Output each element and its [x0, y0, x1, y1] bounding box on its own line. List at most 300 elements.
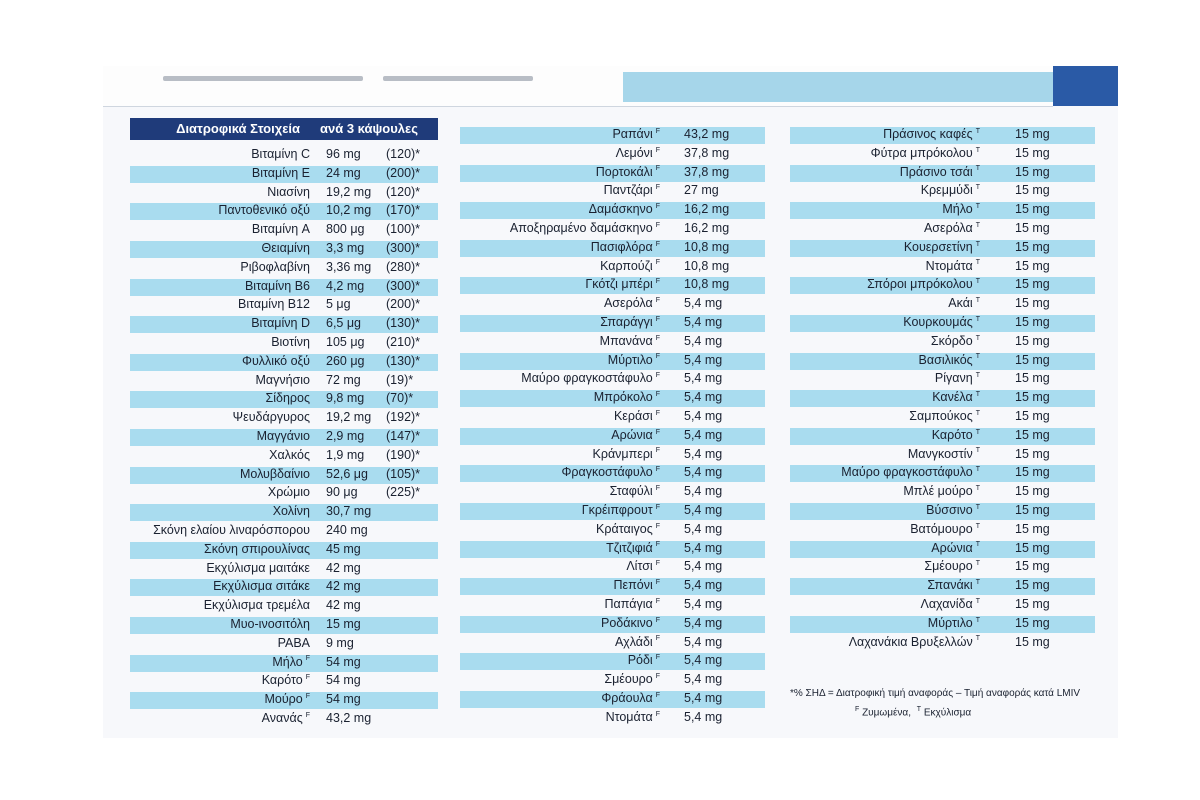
nutrient-amount: 54 mg — [326, 673, 361, 688]
source-marker: F — [655, 127, 660, 135]
nutrient-row — [790, 447, 1095, 464]
nutrient-row — [790, 202, 1095, 219]
nutrient-percent: (200)* — [386, 297, 421, 312]
source-marker: F — [655, 278, 660, 286]
nutrient-percent: (120)* — [386, 184, 421, 199]
nutrient-amount: 15 mg — [326, 617, 361, 631]
nutrient-name-text: Μαύρο φραγκοστάφυλο — [521, 371, 653, 386]
nutrient-amount: 15 mg — [1015, 352, 1050, 367]
nutrient-name-text: Σπανάκι — [927, 578, 973, 593]
nutrient-amount: 15 mg — [1015, 540, 1050, 555]
nutrient-name-text: Λίτσι — [626, 559, 653, 574]
nutrient-name — [790, 522, 980, 536]
nutrient-name-text: Λεμόνι — [615, 145, 653, 160]
nutrient-name — [130, 335, 310, 349]
nutrient-amount: 15 mg — [1015, 484, 1050, 499]
footnote-f: Ζυμωμένα, — [862, 707, 911, 719]
nutrient-row — [130, 241, 438, 258]
nutrient-amount: 260 μg — [326, 353, 365, 368]
nutrient-amount: 15 mg — [1015, 371, 1050, 386]
nutrient-name — [130, 222, 310, 236]
nutrient-name — [130, 504, 310, 518]
source-marker: T — [975, 466, 980, 474]
nutrient-name — [790, 127, 980, 141]
nutrient-amount: 15 mg — [1015, 559, 1050, 574]
nutrient-name — [460, 541, 660, 555]
nutrient-row — [130, 260, 438, 277]
nutrient-amount: 15 mg — [1015, 258, 1050, 273]
nutrient-name-text: Κεράσι — [613, 409, 653, 423]
source-marker: T — [975, 597, 980, 605]
nutrient-row — [130, 598, 438, 615]
source-marker: T — [975, 221, 980, 229]
source-marker: F — [655, 184, 660, 192]
nutrient-row — [790, 353, 1095, 370]
package-top-flap — [103, 66, 1053, 107]
nutrient-name-text: Χολίνη — [272, 504, 310, 519]
nutrient-percent: (300)* — [386, 241, 421, 255]
nutrient-name — [460, 616, 660, 630]
source-marker: F — [655, 334, 660, 342]
nutrient-row — [460, 653, 765, 670]
nutrient-row — [460, 315, 765, 332]
nutrient-name — [130, 241, 310, 255]
nutrient-amount: 15 mg — [1015, 503, 1050, 517]
nutrient-amount: 4,2 mg — [326, 278, 365, 293]
nutrient-name — [130, 373, 310, 387]
nutrient-name-text: Ασερόλα — [923, 221, 973, 235]
source-marker: T — [975, 259, 980, 267]
nutrient-name — [790, 597, 980, 611]
nutrient-name-text: Παντζάρι — [603, 183, 653, 198]
nutrient-name-text: Πορτοκάλι — [595, 164, 653, 179]
source-marker: T — [975, 353, 980, 361]
source-marker: F — [655, 541, 660, 549]
source-marker: T — [975, 560, 980, 568]
source-marker: F — [655, 447, 660, 455]
nutrient-amount: 15 mg — [1015, 615, 1050, 630]
nutrient-name — [460, 559, 660, 573]
nutrient-name-text: Σκόρδο — [930, 333, 973, 348]
source-marker: F — [655, 428, 660, 436]
source-marker: F — [655, 372, 660, 380]
nutrient-name — [130, 523, 310, 537]
nutrient-name — [790, 202, 980, 216]
footnote-line-2 — [852, 706, 971, 718]
nutrient-row — [790, 221, 1095, 238]
nutrient-amount: 5,4 mg — [684, 465, 723, 480]
nutrient-name-text: Μολυβδαίνιο — [239, 466, 310, 481]
nutrient-name — [130, 316, 310, 330]
nutrient-amount: 19,2 mg — [326, 184, 372, 199]
nutrient-row — [130, 673, 438, 690]
nutrient-name — [460, 334, 660, 348]
nutrient-name-text: Παντοθενικό οξύ — [218, 203, 310, 218]
nutrient-name — [790, 277, 980, 291]
nutrient-name-text: Σίδηρος — [265, 391, 310, 406]
nutrient-name — [130, 485, 310, 499]
source-marker: F — [655, 635, 660, 643]
nutrient-row — [130, 692, 438, 709]
nutrient-name-text: Εκχύλισμα τρεμέλα — [203, 598, 310, 613]
nutrient-name-text: Μαύρο φραγκοστάφυλο — [841, 465, 973, 480]
nutrient-row — [790, 409, 1095, 426]
source-marker: F — [655, 522, 660, 530]
nutrient-name — [460, 183, 660, 197]
source-marker: F — [305, 655, 310, 663]
nutrient-name-text: Μπρόκολο — [593, 390, 653, 405]
nutrient-amount: 5,4 mg — [684, 521, 723, 536]
source-marker: F — [655, 146, 660, 154]
nutrient-row — [130, 523, 438, 540]
nutrient-name — [790, 447, 980, 461]
nutrient-amount: 10,2 mg — [326, 203, 372, 218]
source-marker: T — [975, 579, 980, 587]
nutrient-percent: (19)* — [386, 372, 414, 387]
nutrient-amount: 54 mg — [326, 692, 361, 707]
nutrient-name — [790, 353, 980, 367]
nutrient-row — [130, 485, 438, 502]
nutrient-name-text: Ρίγανη — [934, 371, 973, 386]
source-marker: F — [655, 203, 660, 211]
nutrient-name — [790, 635, 980, 649]
nutrient-amount: 27 mg — [684, 183, 719, 198]
nutrient-name — [790, 165, 980, 179]
nutrient-percent: (130)* — [386, 316, 421, 331]
nutrient-amount: 10,8 mg — [684, 258, 730, 273]
nutrient-name — [130, 542, 310, 556]
nutrient-amount: 2,9 mg — [326, 429, 365, 443]
nutrient-name — [130, 711, 310, 725]
nutrient-amount: 15 mg — [1015, 145, 1050, 160]
nutrient-amount: 3,36 mg — [326, 259, 372, 274]
nutrient-row — [130, 297, 438, 314]
nutrient-amount: 15 mg — [1015, 390, 1050, 405]
nutrient-row — [460, 635, 765, 652]
nutrient-name-text: Βιταμίνη A — [251, 222, 310, 237]
nutrient-name — [460, 202, 660, 216]
source-marker: T — [975, 616, 980, 624]
nutrient-name-text: Κουερσετίνη — [903, 239, 973, 254]
nutrient-amount: 96 mg — [326, 147, 361, 161]
nutrient-amount: 15 mg — [1015, 221, 1050, 235]
nutrient-name-text: Κράταιγος — [596, 521, 653, 536]
source-marker: F — [655, 616, 660, 624]
nutrient-row — [460, 409, 765, 426]
nutrient-row — [790, 183, 1095, 200]
nutrient-name-text: Βύσσινο — [926, 503, 973, 517]
footnote-t: Εκχύλισμα — [923, 707, 972, 719]
nutrient-name — [790, 259, 980, 273]
source-marker: F — [655, 391, 660, 399]
nutrient-name-text: Μαγγάνιο — [256, 429, 310, 443]
nutrient-name — [460, 597, 660, 611]
nutrient-amount: 5,4 mg — [684, 634, 723, 649]
nutrient-name — [130, 561, 310, 575]
nutrient-amount: 5,4 mg — [684, 691, 723, 705]
nutrient-name-text: Ακάι — [948, 296, 973, 311]
nutrient-row — [460, 428, 765, 445]
nutrient-row — [790, 296, 1095, 313]
nutrient-row — [130, 429, 438, 446]
nutrient-name-text: Παπάγια — [604, 597, 653, 611]
nutrient-name — [460, 315, 660, 329]
nutrient-name — [460, 672, 660, 686]
nutrient-name-text: Γκρέιπφρουτ — [581, 503, 653, 517]
nutrient-row — [460, 691, 765, 708]
nutrient-amount: 15 mg — [1015, 597, 1050, 611]
nutrient-amount: 5,4 mg — [684, 653, 723, 668]
nutrient-name-text: Εκχύλισμα μαιτάκε — [206, 560, 310, 575]
nutrient-row — [130, 391, 438, 408]
nutrient-row — [130, 279, 438, 296]
source-marker: F — [655, 579, 660, 587]
nutrient-row — [790, 522, 1095, 539]
nutrient-name-text: Αρώνια — [611, 427, 653, 442]
nutrient-name — [130, 185, 310, 199]
nutrient-row — [790, 259, 1095, 276]
nutrient-name — [460, 127, 660, 141]
source-marker: T — [975, 146, 980, 154]
nutrient-amount: 15 mg — [1015, 333, 1050, 348]
source-marker: F — [655, 560, 660, 568]
nutrient-amount: 9,8 mg — [326, 391, 365, 406]
nutrient-name — [460, 277, 660, 291]
nutrient-row — [460, 578, 765, 595]
nutrient-name-text: Ραπάνι — [612, 127, 653, 141]
nutrient-name-text: Βιταμίνη B6 — [244, 278, 310, 293]
nutrient-row — [130, 316, 438, 333]
nutrient-amount: 42 mg — [326, 560, 361, 575]
nutrient-row — [790, 390, 1095, 407]
nutrient-row — [460, 390, 765, 407]
nutrient-name-text: Μαγνήσιο — [255, 372, 310, 387]
nutrient-amount: 5,4 mg — [684, 296, 723, 311]
nutrient-name-text: Αρώνια — [931, 540, 973, 555]
nutrient-amount: 5,4 mg — [684, 559, 723, 574]
blurred-text — [163, 76, 363, 81]
nutrient-name-text: Ντομάτα — [925, 258, 973, 273]
nutrient-name — [790, 484, 980, 498]
nutrient-name-text: Μήλο — [272, 654, 303, 669]
source-marker: T — [975, 184, 980, 192]
nutrient-amount: 16,2 mg — [684, 202, 730, 217]
nutrient-amount: 5 μg — [326, 297, 351, 312]
nutrient-name-text: PABA — [277, 635, 310, 650]
nutrient-name — [130, 203, 310, 217]
nutrient-name — [130, 617, 310, 631]
nutrient-name — [790, 559, 980, 573]
nutrient-name — [130, 410, 310, 424]
nutrient-name — [460, 353, 660, 367]
nutrient-name — [460, 653, 660, 667]
source-marker: F — [655, 353, 660, 361]
source-marker: F — [305, 693, 310, 701]
nutrient-name-text: Κανέλα — [932, 390, 973, 405]
source-marker: F — [655, 597, 660, 605]
nutrient-percent: (70)* — [386, 391, 414, 406]
nutrient-row — [790, 371, 1095, 388]
nutrient-name-text: Ψευδάργυρος — [232, 410, 310, 425]
nutrient-amount: 15 mg — [1015, 239, 1050, 254]
source-marker: T — [975, 127, 980, 135]
nutrient-name — [130, 655, 310, 669]
nutrient-amount: 5,4 mg — [684, 597, 723, 611]
nutrient-row — [460, 541, 765, 558]
source-marker: T — [975, 635, 980, 643]
nutrient-name — [460, 371, 660, 385]
nutrient-name-text: Καρότο — [261, 673, 303, 688]
header-left: Διατροφικά Στοιχεία — [176, 121, 300, 136]
source-marker: F — [305, 711, 310, 719]
nutrient-row — [130, 617, 438, 634]
nutrient-amount: 15 mg — [1015, 127, 1050, 141]
source-marker: T — [975, 428, 980, 436]
nutrient-row — [130, 711, 438, 728]
nutrient-amount: 5,4 mg — [684, 503, 723, 517]
source-marker: F — [655, 673, 660, 681]
nutrient-name — [790, 371, 980, 385]
footnote-f-sup: F — [855, 706, 860, 713]
nutrient-row — [460, 202, 765, 219]
nutrient-row — [130, 561, 438, 578]
nutrient-name — [130, 260, 310, 274]
nutrient-name — [790, 428, 980, 442]
nutrient-name-text: Αποξηραμένο δαμάσκηνο — [509, 221, 653, 235]
nutrient-amount: 15 mg — [1015, 634, 1050, 649]
nutrient-name-text: Φραγκοστάφυλο — [561, 465, 653, 480]
nutrient-row — [460, 146, 765, 163]
nutrient-name — [130, 636, 310, 650]
nutrient-name — [130, 391, 310, 405]
nutrient-row — [130, 335, 438, 352]
nutrient-name-text: Γκότζι μπέρι — [585, 277, 653, 292]
nutrient-row — [460, 371, 765, 388]
nutrient-row — [790, 616, 1095, 633]
nutrient-name — [130, 429, 310, 443]
source-marker: T — [975, 409, 980, 417]
nutrient-row — [790, 240, 1095, 257]
nutrient-name — [790, 296, 980, 310]
nutrient-percent: (170)* — [386, 203, 421, 218]
source-marker: T — [975, 485, 980, 493]
nutrient-percent: (225)* — [386, 485, 421, 500]
nutrient-row — [460, 672, 765, 689]
nutrient-name — [790, 541, 980, 555]
nutrient-row — [460, 353, 765, 370]
nutrient-name — [130, 673, 310, 687]
nutrient-amount: 3,3 mg — [326, 241, 365, 255]
nutrient-row — [460, 522, 765, 539]
nutrient-name — [130, 467, 310, 481]
nutrient-amount: 15 mg — [1015, 164, 1050, 179]
nutrient-name-text: Βιταμίνη D — [251, 316, 310, 331]
nutrient-name-text: Μύρτιλο — [607, 352, 653, 367]
nutrient-row — [130, 147, 438, 164]
source-marker: T — [975, 503, 980, 511]
nutrient-name-text: Πράσινο τσάι — [899, 164, 973, 179]
nutrient-row — [460, 447, 765, 464]
nutrient-row — [460, 484, 765, 501]
source-marker: F — [655, 221, 660, 229]
nutrient-name-text: Βιταμίνη E — [251, 165, 310, 180]
source-marker: F — [655, 259, 660, 267]
nutrient-row — [460, 616, 765, 633]
nutrient-row — [130, 222, 438, 239]
source-marker: T — [975, 447, 980, 455]
nutrient-name-text: Σμέουρο — [924, 559, 973, 574]
nutrient-name-text: Πασιφλόρα — [590, 239, 653, 254]
nutrient-amount: 90 μg — [326, 485, 358, 500]
nutrient-amount: 5,4 mg — [684, 615, 723, 630]
nutrient-row — [790, 541, 1095, 558]
nutrient-amount: 15 mg — [1015, 183, 1050, 198]
nutrient-name-text: Νιασίνη — [267, 184, 310, 199]
nutrient-name-text: Σπαράγγι — [600, 315, 653, 329]
nutrient-name — [460, 635, 660, 649]
source-marker: F — [655, 315, 660, 323]
source-marker: F — [655, 691, 660, 699]
nutrient-name — [790, 503, 980, 517]
nutrient-name-text: Φυλλικό οξύ — [242, 353, 310, 368]
nutrient-name — [130, 166, 310, 180]
nutrient-name-text: Καρπούζι — [600, 258, 653, 273]
nutrient-name-text: Βασιλικός — [918, 352, 973, 367]
nutrient-percent: (192)* — [386, 410, 421, 425]
nutrient-name — [790, 315, 980, 329]
nutrient-row — [130, 579, 438, 596]
nutrient-name-text: Μήλο — [942, 202, 973, 217]
nutrient-row — [460, 183, 765, 200]
nutrient-name — [790, 578, 980, 592]
nutrient-name-text: Ασερόλα — [603, 296, 653, 311]
nutrient-name — [130, 297, 310, 311]
nutrient-name — [460, 296, 660, 310]
source-marker: F — [655, 297, 660, 305]
nutrient-name-text: Κρεμμύδι — [920, 183, 973, 198]
source-marker: T — [975, 522, 980, 530]
nutrient-row — [790, 146, 1095, 163]
nutrient-amount: 15 mg — [1015, 296, 1050, 311]
nutrient-name-text: Σκόνη σπιρουλίνας — [204, 541, 310, 556]
nutrient-name-text: Βατόμουρο — [910, 521, 973, 536]
nutrient-amount: 42 mg — [326, 579, 361, 594]
nutrient-row — [790, 578, 1095, 595]
nutrient-row — [460, 296, 765, 313]
nutrient-amount: 9 mg — [326, 635, 354, 650]
nutrient-amount: 6,5 μg — [326, 316, 362, 331]
source-marker: T — [975, 165, 980, 173]
flap-blue-panel — [623, 72, 1053, 102]
nutrient-row — [790, 127, 1095, 144]
nutrient-amount: 15 mg — [1015, 578, 1050, 593]
nutrient-row — [790, 559, 1095, 576]
source-marker: F — [655, 409, 660, 417]
nutrient-name — [790, 334, 980, 348]
nutrient-row — [460, 710, 765, 727]
nutrient-row — [130, 504, 438, 521]
source-marker: T — [975, 278, 980, 286]
nutrient-row — [130, 166, 438, 183]
nutrient-amount: 15 mg — [1015, 315, 1050, 329]
nutrient-name-text: Μπλέ μούρο — [903, 484, 973, 499]
nutrient-amount: 15 mg — [1015, 446, 1050, 461]
nutrient-name-text: Μυο-ινοσιτόλη — [230, 617, 310, 631]
nutrient-name-text: Ροδάκινο — [601, 615, 653, 630]
nutrient-row — [130, 448, 438, 465]
nutrient-name-text: Λαχανίδα — [920, 597, 973, 611]
nutrient-amount: 43,2 mg — [684, 127, 730, 141]
